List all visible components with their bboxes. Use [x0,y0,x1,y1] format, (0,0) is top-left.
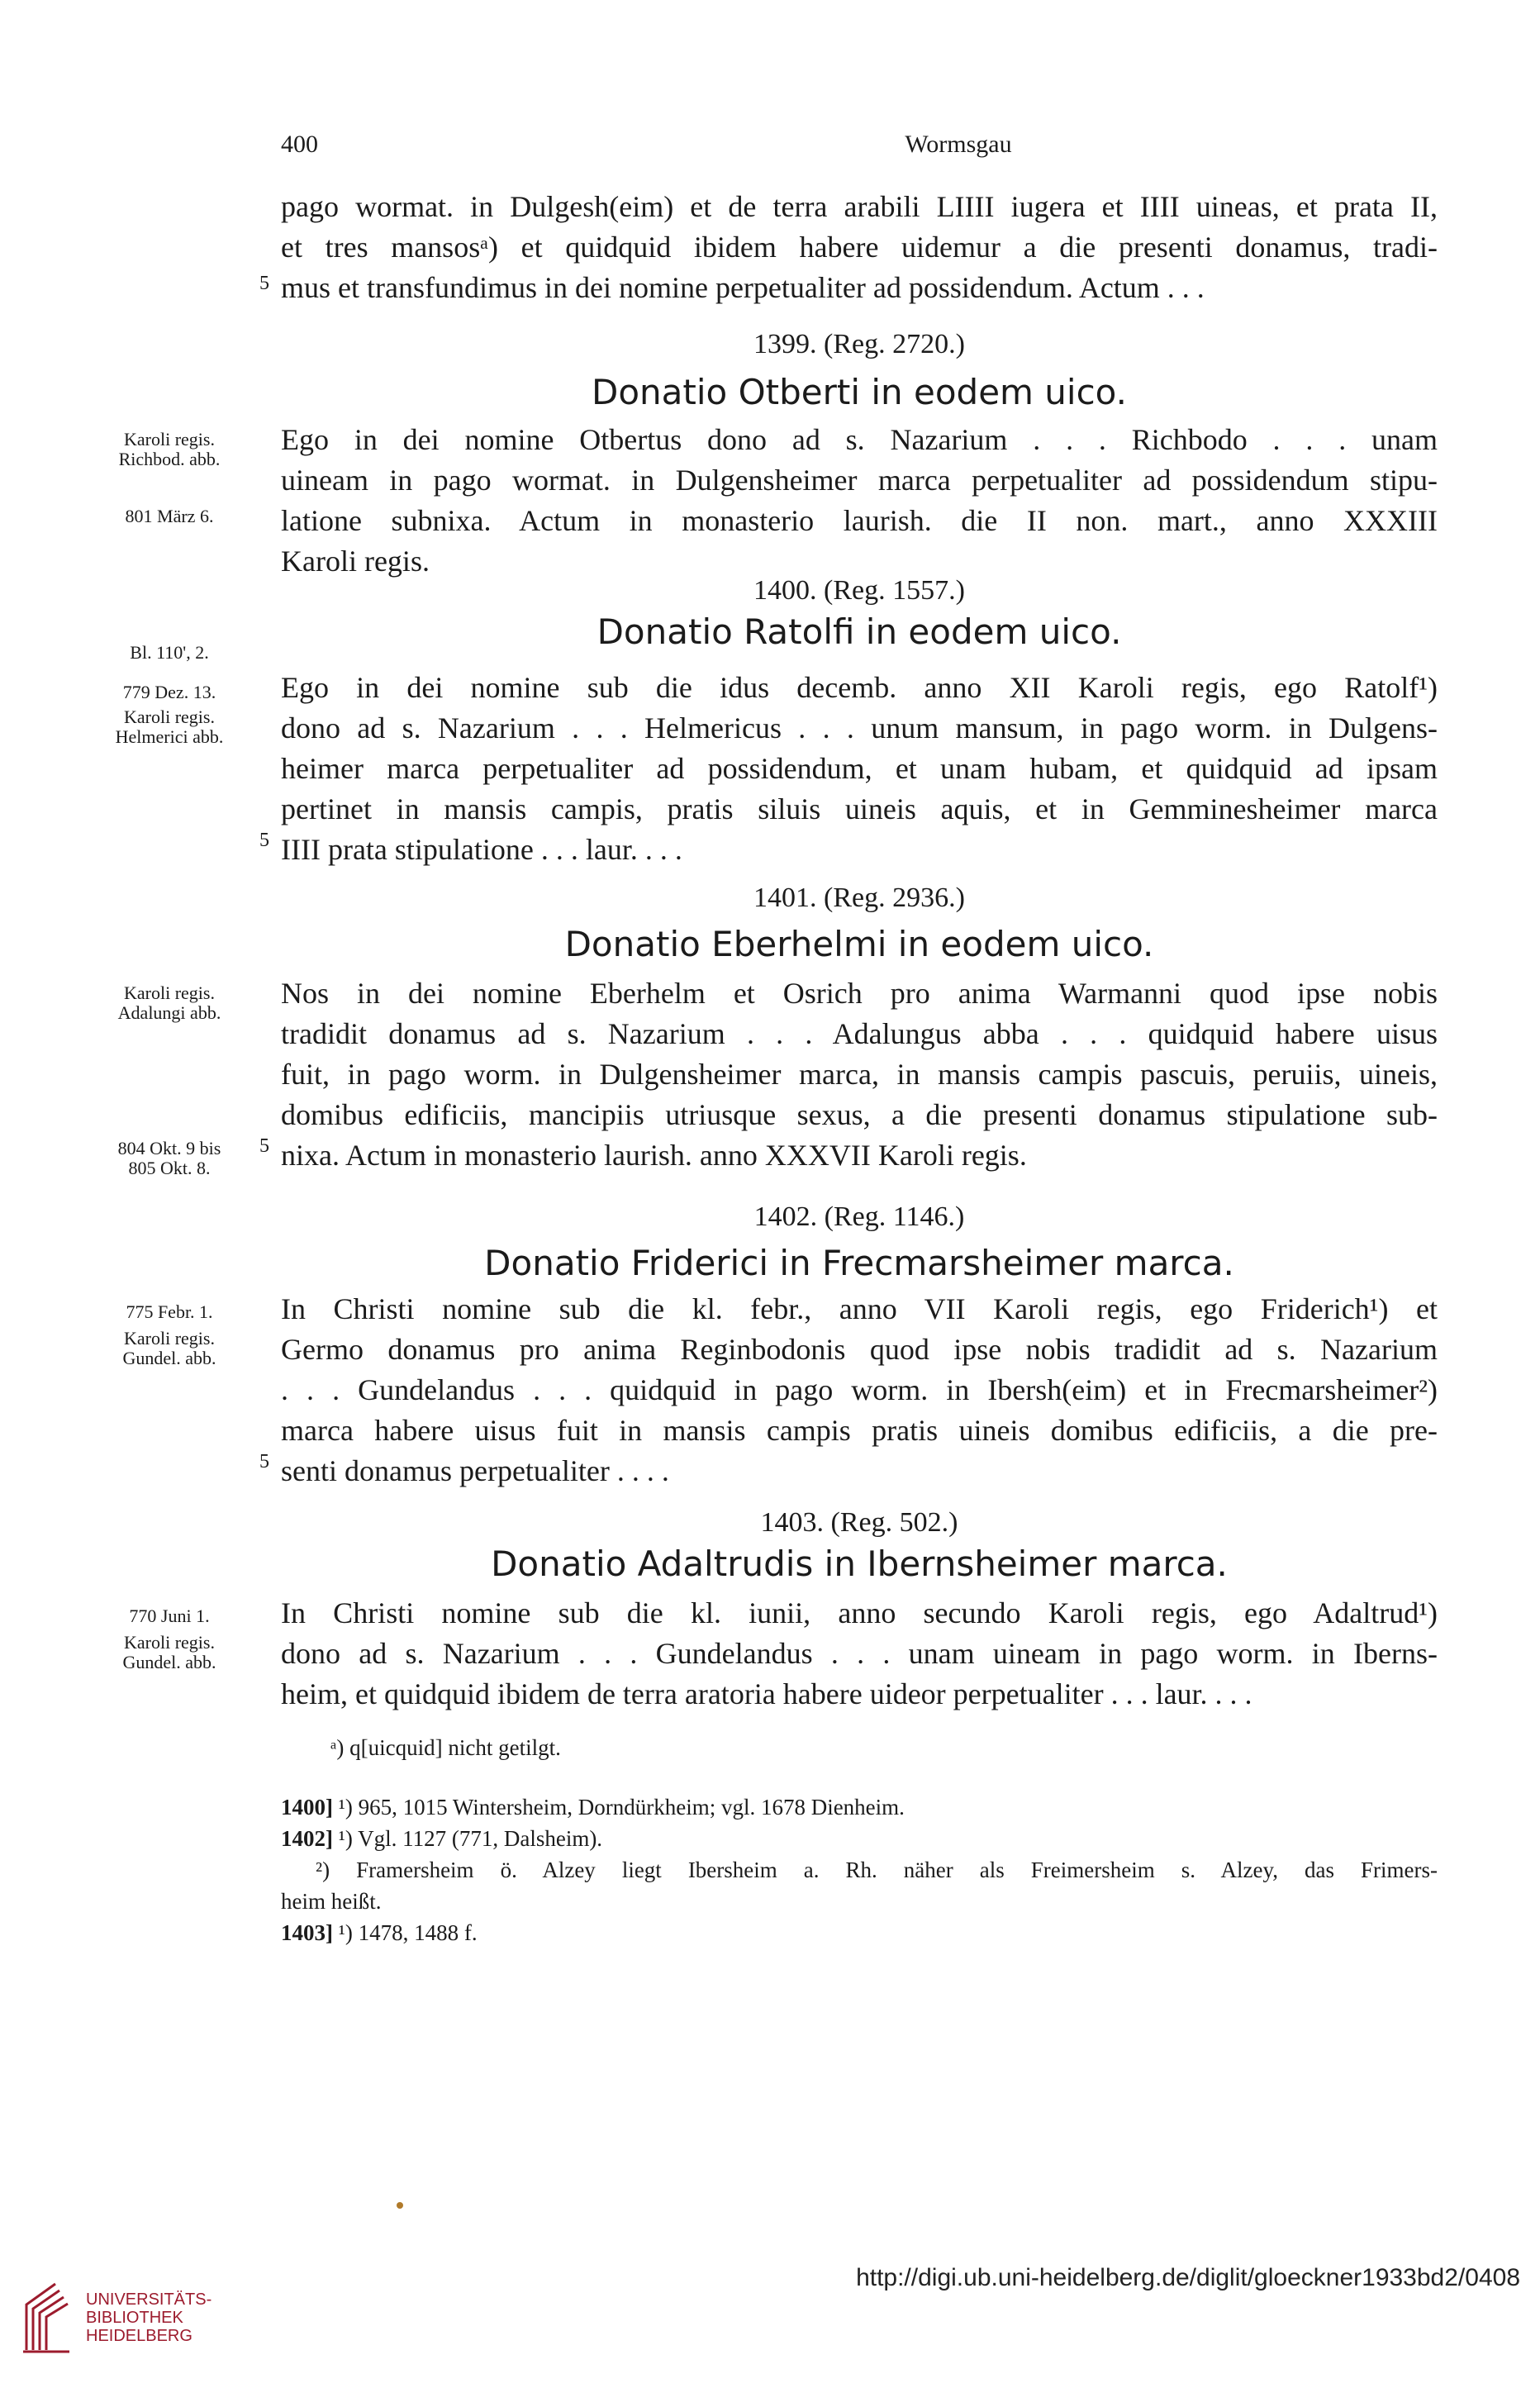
text-line: Nos in dei nomine Eberhelm et Osrich pro anima Warmanni quod ipse nobis [281,977,1438,1010]
margin-text: Karoli regis. Gundel. abb. [122,1328,216,1368]
footnote-1402-2: ²) Framersheim ö. Alzey liegt Ibersheim a. Rh. näher als Freimersheim s. Alzey, das Frimers- [316,1858,1438,1882]
margin-text: 779 Dez. 13. [122,682,216,702]
text-line: heim, et quidquid ibidem de terra aratoria habere uideor perpetualiter . . . laur. . . . [281,1677,1252,1710]
text-line: uineam in pago wormat. in Dulgensheimer marca perpetualiter ad possidendum stipu- [281,464,1438,497]
margin-date [91,1139,248,1178]
page-number: 400 [281,131,318,158]
text-line: nixa. Actum in monasterio laurish. anno XXXVII Karoli regis. [281,1139,1027,1172]
footnote-ref: 1402] [281,1826,333,1851]
text-line: mus et transfundimus in dei nomine perpetualiter ad possidendum. Actum . . . [281,271,1205,304]
margin-text: 775 Febr. 1. [126,1301,213,1322]
register-number: 1399. (Reg. 2720.) [753,329,965,359]
margin-note [91,1633,248,1672]
footnote-1402-2-cont: heim heißt. [281,1889,382,1914]
text-line: In Christi nomine sub die kl. febr., anno VII Karoli regis, ego Friderich¹) et [281,1292,1438,1325]
intro-paragraph [281,187,1438,308]
entry-text [281,1289,1438,1491]
margin-date [91,683,248,702]
margin-note [91,983,248,1023]
library-emblem-icon [18,2276,76,2358]
text-line: In Christi nomine sub die kl. iunii, anno secundo Karoli regis, ego Adaltrud¹) [281,1596,1438,1629]
footnote-text: ¹) 1478, 1488 f. [338,1920,478,1945]
text-line: Ego in dei nomine sub die idus decemb. anno XII Karoli regis, ego Ratolf¹) [281,671,1438,704]
register-number: 1402. (Reg. 1146.) [753,1201,965,1232]
margin-text: Bl. 110', 2. [130,642,209,663]
margin-note [91,643,248,663]
entry-heading: Donatio Otberti in eodem uico. [592,372,1127,412]
margin-date [91,507,248,526]
footnote-1400 [281,1791,1438,1823]
margin-note [91,1329,248,1368]
text-line: et tres mansosᵃ) et quidquid ibidem habere uidemur a die presenti donamus, tradi- [281,231,1438,264]
text-line: dono ad s. Nazarium . . . Gundelandus . . . unam uineam in pago worm. in Iberns- [281,1637,1438,1670]
library-logo [18,2276,266,2367]
text-line: domibus edificiis, mancipiis utriusque sexus, a die presenti donamus stipulatione sub- [281,1098,1438,1131]
footnote-1402 [281,1823,1438,1854]
register-number: 1403. (Reg. 502.) [760,1507,958,1538]
text-line: Ego in dei nomine Otbertus dono ad s. Nazarium . . . Richbodo . . . unam [281,423,1438,456]
text-line: heimer marca perpetualiter ad possidendum, et unam hubam, et quidquid ad ipsam [281,752,1438,785]
text-line: . . . Gundelandus . . . quidquid in pago worm. in Ibersh(eim) et in Frecmarsheimer²) [281,1373,1438,1406]
footnote-a: ᵃ) q[uicquid] nicht getilgt. [330,1735,561,1760]
footnote-1403 [281,1917,1438,1948]
text-line: senti donamus perpetualiter . . . . [281,1454,669,1487]
footnote-text: ¹) 965, 1015 Wintersheim, Dorndürkheim; vgl. 1678 Dienheim. [338,1795,905,1820]
text-line: pertinet in mansis campis, pratis siluis uineis aquis, et in Gemminesheimer marca [281,792,1438,825]
running-title: Wormsgau [905,131,1012,158]
text-line: IIII prata stipulatione . . . laur. . . . [281,833,682,866]
line-number: 5 [259,273,269,294]
line-number: 5 [259,1451,269,1472]
text-line: pago wormat. in Dulgesh(eim) et de terra arabili LIIII iugera et IIII uineas, et prata II, [281,190,1438,223]
entry-heading: Donatio Friderici in Frecmarsheimer marca. [484,1243,1234,1283]
margin-text: 801 März 6. [125,506,214,526]
margin-date [91,1302,248,1322]
margin-date [91,1606,248,1626]
margin-text: Karoli regis. Adalungi abb. [117,982,221,1023]
footnote-ref: 1403] [281,1920,333,1945]
entry-heading: Donatio Eberhelmi in eodem uico. [564,924,1154,964]
paper-spot [397,2202,403,2209]
text-line: dono ad s. Nazarium . . . Helmericus . . . unum mansum, in pago worm. in Dulgens- [281,711,1438,744]
text-line: Germo donamus pro anima Reginbodonis quod ipse nobis tradidit ad s. Nazarium [281,1333,1438,1366]
entry-text [281,973,1438,1176]
entry-text [281,1593,1438,1715]
margin-text: Karoli regis. Richbod. abb. [118,429,221,469]
text-line: tradidit donamus ad s. Nazarium . . . Adalungus abba . . . quidquid habere uisus [281,1017,1438,1050]
line-number: 5 [259,1135,269,1157]
margin-note [91,707,248,747]
margin-text: Karoli regis. Gundel. abb. [122,1632,216,1672]
register-number: 1401. (Reg. 2936.) [753,882,965,913]
entry-heading: Donatio Ratolfi in eodem uico. [597,611,1122,652]
margin-text: 804 Okt. 9 bis 805 Okt. 8. [117,1138,221,1178]
margin-note [91,430,248,469]
entry-text [281,420,1438,582]
library-name: UNIVERSITÄTS- BIBLIOTHEK HEIDELBERG [86,2290,212,2345]
running-header [281,131,1438,172]
entry-heading: Donatio Adaltrudis in Ibernsheimer marca. [491,1544,1228,1584]
footnote-ref: 1400] [281,1795,333,1820]
margin-text: Karoli regis. Helmerici abb. [115,706,224,747]
footnote-text: ¹) Vgl. 1127 (771, Dalsheim). [338,1826,603,1851]
text-line: fuit, in pago worm. in Dulgensheimer marca, in mansis campis pascuis, peruiis, uineis, [281,1058,1438,1091]
text-line: Karoli regis. [281,545,430,578]
entry-text [281,668,1438,870]
source-url-link[interactable]: http://digi.ub.uni-heidelberg.de/diglit/gloeckner1933bd2/0408 [856,2264,1520,2291]
text-line: marca habere uisus fuit in mansis campis pratis uineis domibus edificiis, a die pre- [281,1414,1438,1447]
margin-text: 770 Juni 1. [129,1605,210,1626]
line-number: 5 [259,830,269,851]
register-number: 1400. (Reg. 1557.) [753,575,965,606]
text-line: latione subnixa. Actum in monasterio laurish. die II non. mart., anno XXXIII [281,504,1438,537]
